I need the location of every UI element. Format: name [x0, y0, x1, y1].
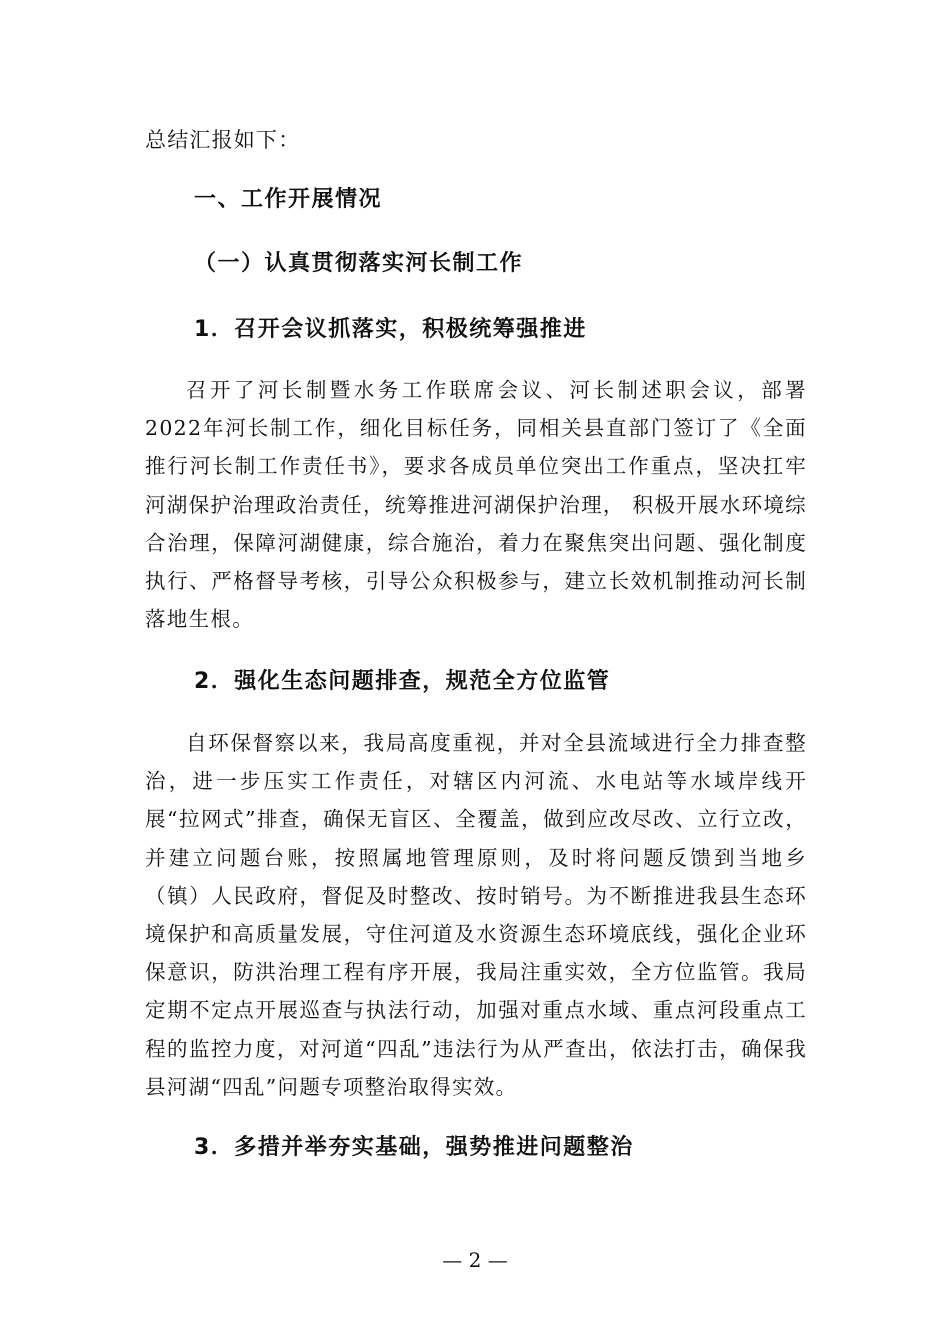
item-heading-1: 1．召开会议抓落实，积极统筹强推进	[194, 317, 587, 342]
item-heading-2: 2．强化生态问题排查，规范全方位监管	[194, 669, 611, 694]
item-heading-3: 3．多措并举夯实基础，强势推进问题整治	[194, 1135, 634, 1160]
item-paragraph-1: 召开了河长制暨水务工作联席会议、河长制述职会议，部署2022年河长制工作，细化目标任务，同相关县直部门签订了《全面推行河长制工作责任书》，要求各成员单位突出工作重点，坚决扛牢河湖保护治理政治责任，统筹推进河湖保护治理， 积极开展水环境综合治理，保障河湖健康，综合施治，着力在聚焦突出问题、强化制度执行、严格督导考核，引导公众积极参与，建立长效机制推动河长制落地生根。	[145, 378, 807, 632]
item-paragraph-2: 自环保督察以来，我局高度重视，并对全县流域进行全力排查整治，进一步压实工作责任，对辖区内河流、水电站等水域岸线开展“拉网式”排查，确保无盲区、全覆盖，做到应改尽改、立行立改，并建立问题台账，按照属地管理原则，及时将问题反馈到当地乡（镇）人民政府，督促及时整改、按时销号。为不断推进我县生态环境保护和高质量发展，守住河道及水资源生态环境底线，强化企业环保意识，防洪治理工程有序开展，我局注重实效，全方位监管。我局定期不定点开展巡查与执法行动，加强对重点水域、重点河段重点工程的监控力度，对河道“四乱”违法行为从严查出，依法打击，确保我县河湖“四乱”问题专项整治取得实效。	[145, 731, 807, 1099]
subsection-title: （一）认真贯彻落实河长制工作	[194, 251, 524, 276]
section-title: 一、工作开展情况	[194, 187, 383, 212]
page-number: — 2 —	[442, 1248, 508, 1272]
intro-line: 总结汇报如下：	[145, 128, 301, 152]
